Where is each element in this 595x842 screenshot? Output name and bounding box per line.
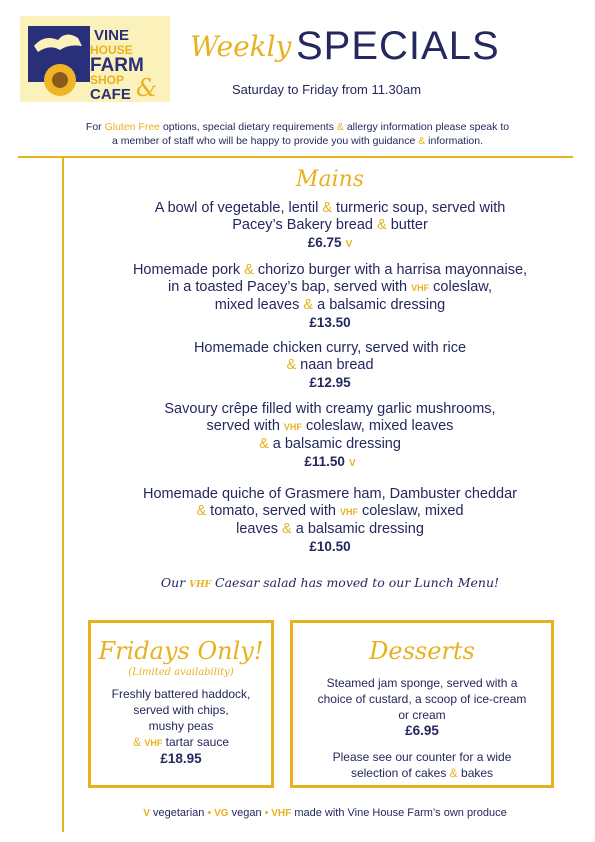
- fridays-subheading: (Limited availability): [128, 667, 234, 678]
- allergy-notice: For Gluten Free options, special dietary requirements & allergy information please speak to a member of staff who will be happy to provide you with guidance & information.: [85, 121, 510, 147]
- menu-item-burger: Homemade pork & chorizo burger with a harrisa mayonnaise, in a toasted Pacey’s bap, served with VHF coleslaw, mixed leaves & a balsamic dressing £13.50: [132, 262, 528, 330]
- price: £6.95: [405, 723, 439, 738]
- vhf-tag: VHF: [144, 738, 163, 748]
- svg-text:FARM: FARM: [90, 55, 144, 76]
- vine-house-farm-logo: [20, 16, 170, 102]
- svg-text:CAFE: CAFE: [90, 86, 131, 102]
- desserts-heading: Desserts: [369, 637, 475, 665]
- price: £11.50: [304, 454, 345, 469]
- price: £10.50: [309, 539, 351, 554]
- desserts-description: Steamed jam sponge, served with a choice of custard, a scoop of ice-cream or cream £6.95 Please see our counter for a wide selection of cakes & bakes: [317, 676, 527, 780]
- gluten-free-label: Gluten Free: [104, 121, 161, 133]
- vhf-tag: VHF: [189, 580, 212, 590]
- menu-item-soup: A bowl of vegetable, lentil & turmeric soup, served with Pacey’s Bakery bread & butter £6.75 V: [154, 200, 506, 250]
- vhf-tag: VHF: [283, 422, 302, 432]
- caesar-salad-note: Our VHF Caesar salad has moved to our Lunch Menu!: [160, 575, 500, 590]
- svg-text:HOUSE: HOUSE: [90, 43, 133, 57]
- vhf-tag: VHF: [411, 283, 430, 293]
- svg-text:&: &: [136, 74, 158, 102]
- divider-horizontal: [18, 156, 573, 158]
- price: £13.50: [309, 315, 351, 330]
- svg-text:SHOP: SHOP: [90, 73, 125, 87]
- menu-item-curry: Homemade chicken curry, served with rice & naan bread £12.95: [193, 340, 467, 390]
- specials-title: SPECIALS: [296, 24, 500, 68]
- fridays-heading: Fridays Only!: [98, 637, 264, 665]
- opening-hours: Saturday to Friday from 11.30am: [232, 82, 422, 97]
- price: £6.75: [307, 235, 342, 250]
- menu-item-quiche: Homemade quiche of Grasmere ham, Dambuster cheddar & tomato, served with VHF coleslaw, mixed leaves & a balsamic dressing £10.50: [143, 486, 517, 554]
- fridays-only-box: [88, 620, 274, 788]
- svg-text:VINE: VINE: [94, 27, 130, 44]
- divider-vertical: [62, 156, 64, 832]
- desserts-box: [290, 620, 554, 788]
- mains-heading: Mains: [295, 167, 365, 192]
- fridays-description: Freshly battered haddock, served with chips, mushy peas & VHF tartar sauce £18.95: [111, 687, 251, 766]
- logo-graphic: [20, 16, 170, 102]
- price: £18.95: [160, 751, 202, 766]
- menu-item-crepe: Savoury crêpe filled with creamy garlic mushrooms, served with VHF coleslaw, mixed leaves & a balsamic dressing £11.50 V: [164, 401, 496, 469]
- vegetarian-tag: V: [348, 458, 356, 469]
- price: £12.95: [309, 375, 351, 390]
- dietary-key: V vegetarian • VG vegan • VHF made with Vine House Farm’s own produce: [143, 807, 507, 819]
- vegetarian-tag: V: [345, 239, 353, 250]
- vhf-tag: VHF: [339, 507, 358, 517]
- weekly-title: Weekly: [190, 30, 292, 63]
